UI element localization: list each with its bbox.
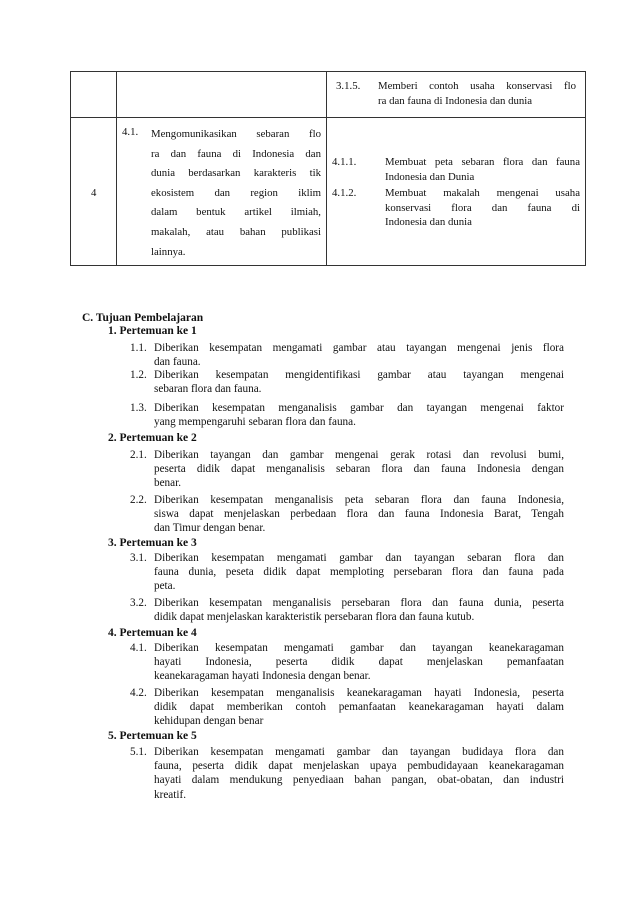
objective-number: 3.1.: [130, 552, 147, 564]
objective-text: [154, 641, 564, 684]
objective-line: sebaran flora dan fauna.: [154, 383, 262, 396]
indicator-line: Membuat makalah mengenai usaha: [385, 187, 580, 199]
row-number: 4: [91, 187, 97, 199]
objective-text: [154, 686, 564, 729]
meeting-heading: 1. Pertemuan ke 1: [108, 325, 197, 337]
objective-text: [154, 596, 564, 624]
objective-number: 2.1.: [130, 449, 147, 461]
objective-number: 1.1.: [130, 342, 147, 354]
kd-line: ekosistem dan region iklim: [151, 186, 321, 199]
objective-line: Diberikan kesempatan menganalisis gambar dan tayangan mengenai faktor: [154, 402, 564, 414]
indicator-text: [378, 79, 576, 108]
table-border-bottom: [70, 265, 586, 266]
objective-line: dan Timur dengan benar.: [154, 522, 266, 535]
objective-number: 3.2.: [130, 597, 147, 609]
indicator-text: [385, 155, 580, 184]
objective-text: [154, 401, 564, 429]
indicator-line: Membuat peta sebaran flora dan fauna: [385, 156, 580, 168]
kd-line: dunia berdasarkan karakteris tik: [151, 167, 321, 180]
objective-text: [154, 493, 564, 536]
indicator-line: konservasi flora dan fauna di: [385, 201, 580, 214]
meeting-heading: 5. Pertemuan ke 5: [108, 730, 197, 742]
kd-text: [151, 125, 321, 262]
objective-line: Diberikan kesempatan mengamati gambar atau tayangan mengenai jenis flora: [154, 342, 564, 354]
objective-line: siswa dapat menjelaskan perbedaan flora dan fauna Indonesia Barat, Tengah: [154, 508, 564, 521]
table-row-divider: [70, 117, 586, 118]
kd-line: ra dan fauna di Indonesia dan: [151, 147, 321, 160]
objective-number: 1.2.: [130, 369, 147, 381]
objective-text: [154, 551, 564, 594]
objective-line: kehidupan dengan benar: [154, 715, 264, 728]
objective-line: Diberikan kesempatan mengidentifikasi gambar atau tayangan mengenai: [154, 369, 564, 381]
kd-line: lainnya.: [151, 245, 186, 258]
objective-number: 1.3.: [130, 402, 147, 414]
kd-line: Mengomunikasikan sebaran flo: [151, 128, 321, 140]
indicator-text: [385, 186, 580, 230]
table-border-right: [585, 71, 586, 266]
kd-line: makalah, atau bahan publikasi: [151, 225, 321, 238]
objective-line: kreatif.: [154, 788, 186, 801]
objective-text: [154, 341, 564, 369]
objective-line: yang mempengaruhi sebaran flora dan fauna.: [154, 416, 356, 429]
objective-line: peta.: [154, 580, 176, 593]
indicator-number: 3.1.5.: [336, 80, 361, 92]
objective-text: [154, 368, 564, 396]
indicator-line: Indonesia dan Dunia: [385, 170, 475, 183]
table-col-divider-1: [116, 71, 117, 266]
objective-number: 2.2.: [130, 494, 147, 506]
indicator-line: Memberi contoh usaha konservasi flo: [378, 80, 576, 92]
objective-number: 4.1.: [130, 642, 147, 654]
objective-line: benar.: [154, 477, 182, 490]
indicator-line: Indonesia dan dunia: [385, 216, 472, 228]
objective-line: didik dapat memberikan contoh pemanfaatan keanekaragaman hayati dalam: [154, 701, 564, 714]
objective-line: Diberikan kesempatan mengamati gambar dan tayangan keanekaragaman: [154, 642, 564, 654]
meeting-heading: 2. Pertemuan ke 2: [108, 432, 197, 444]
objective-line: didik dapat menjelaskan karakteristik persebaran flora dan fauna kutub.: [154, 611, 475, 624]
objective-text: [154, 745, 564, 802]
competency-table: [70, 71, 586, 266]
objective-text: [154, 448, 564, 491]
table-border-top: [70, 71, 586, 72]
objective-line: Diberikan kesempatan mengamati gambar dan tayangan budidaya flora dan: [154, 746, 564, 758]
objective-line: hayati dalam mendukung penyediaan bahan pangan, obat-obatan, dan industri: [154, 774, 564, 787]
meeting-heading: 4. Pertemuan ke 4: [108, 627, 197, 639]
objective-line: Diberikan kesempatan menganalisis keanekaragaman hayati Indonesia, peserta: [154, 687, 564, 699]
objective-line: peserta didik dapat menganalisis sebaran flora dan fauna Indonesia dengan: [154, 463, 564, 476]
kd-line: dalam bentuk artikel ilmiah,: [151, 206, 321, 219]
indicator-number: 4.1.1.: [332, 156, 357, 168]
objective-line: fauna dunia, peseta didik dapat memploting persebaran flora dan fauna pada: [154, 566, 564, 579]
indicator-line: ra dan fauna di Indonesia dan dunia: [378, 94, 533, 107]
meeting-heading: 3. Pertemuan ke 3: [108, 537, 197, 549]
objective-line: keanekaragaman hayati Indonesia dengan benar.: [154, 670, 371, 683]
objective-line: Diberikan kesempatan mengamati gambar dan tayangan sebaran flora dan: [154, 552, 564, 564]
objective-line: hayati Indonesia, peserta didik dapat menjelaskan pemanfaatan: [154, 656, 564, 669]
objective-line: Diberikan kesempatan menganalisis peta sebaran flora dan fauna Indonesia,: [154, 494, 564, 506]
objective-line: Diberikan kesempatan menganalisis persebaran flora dan fauna dunia, peserta: [154, 597, 564, 609]
objective-line: dan fauna.: [154, 356, 201, 369]
objective-line: Diberikan tayangan dan gambar mengenai gerak rotasi dan revolusi bumi,: [154, 449, 564, 461]
objective-line: fauna, peserta didik dapat menjelaskan upaya pembudidayaan keanekaragaman: [154, 760, 564, 773]
indicator-number: 4.1.2.: [332, 187, 357, 199]
section-title: C. Tujuan Pembelajaran: [82, 312, 204, 324]
table-border-left: [70, 71, 71, 266]
kd-number: 4.1.: [122, 126, 139, 138]
table-col-divider-2: [326, 71, 327, 266]
objective-number: 5.1.: [130, 746, 147, 758]
objective-number: 4.2.: [130, 687, 147, 699]
